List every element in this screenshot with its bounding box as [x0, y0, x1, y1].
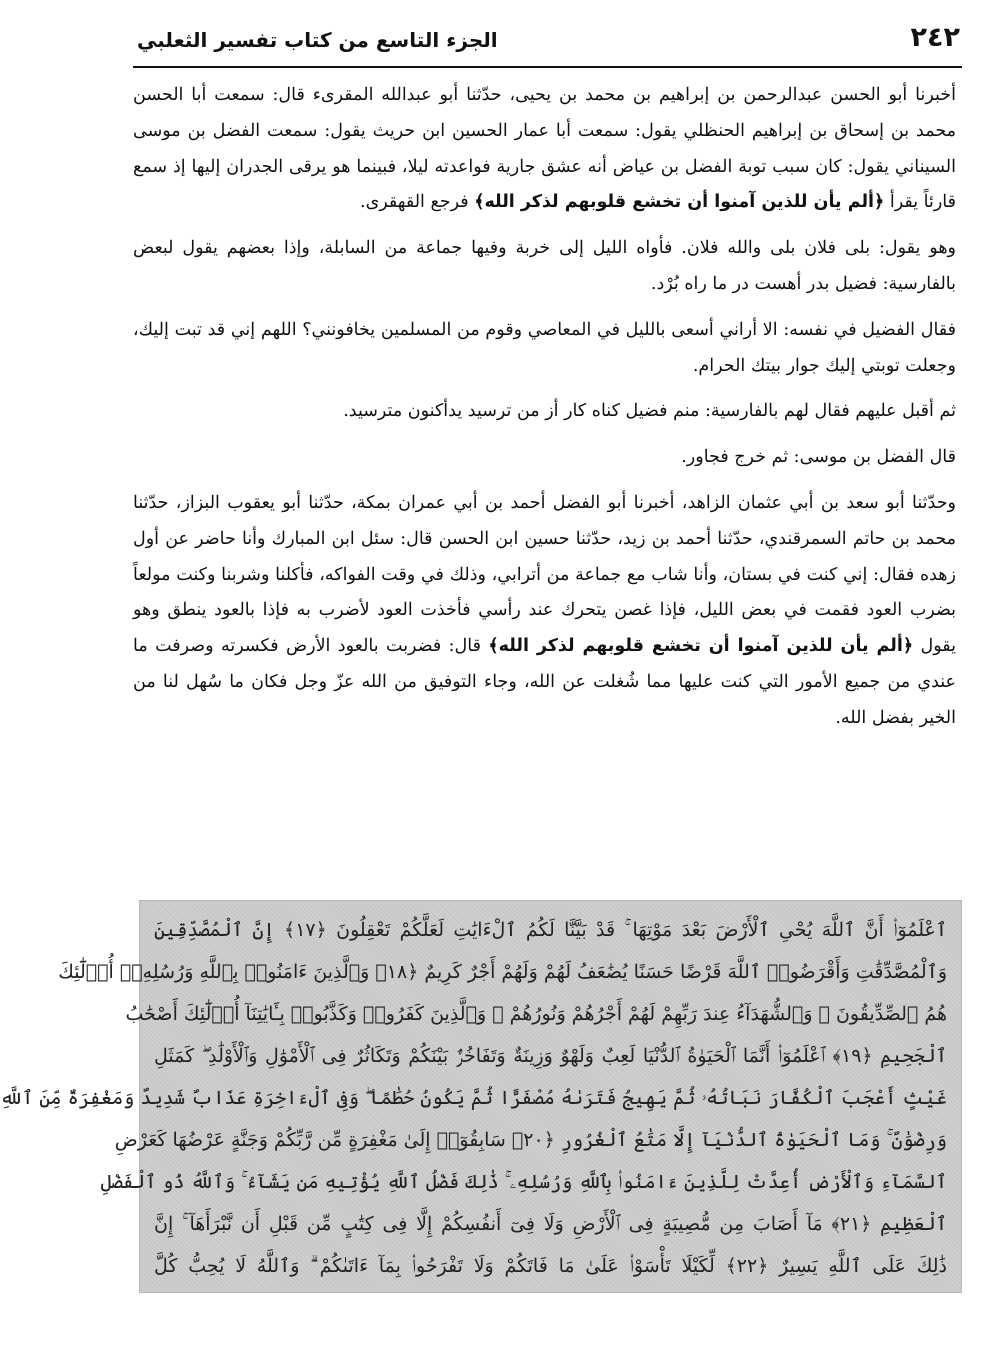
- paragraph-text: فرجع القهقرى.: [360, 192, 475, 213]
- paragraph: [133, 440, 956, 476]
- paragraph-text: قال الفضل بن موسى: ثم خرج فجاور.: [681, 447, 956, 468]
- paragraph-text: وحدّثنا أبو سعد بن أبي عثمان الزاهد، أخبرنا أبو الفضل أحمد بن أبي عمران بمكة، حدّثنا أبو يعقوب البزاز، حدّثنا محمد بن حاتم السمرقندي، حدّثنا أحمد بن زيد، حدّثنا حسين ابن الحسن قال: سئل ابن المبارك وأنا حاضر عن أول زهده فقال: إني كنت في بستان، وأنا شاب مع جماعة من أترابي، وذلك في وقت الفواكه، فأكلنا وشربنا وكنت مولعاً بضرب العود فقمت في بعض الليل، فإذا غصن يتحرك عند رأسي فأخذت العود لأضرب به فإذا بالعود ينطق وهو يقول: [133, 492, 956, 657]
- quran-line: ٱلسَّمَآءِ وَٱلْأَرْضِ أُعِدَّتْ لِلَّذِينَ ءَامَنُوا۟ بِٱللَّهِ وَرُسُلِهِۦ ۚ ذَٰلِكَ فَضْلُ ٱللَّهِ يُؤْتِيهِ مَن يَشَآءُ ۚ وَٱللَّهُ ذُو ٱلْفَضْلِ: [100, 1171, 947, 1193]
- quran-line: وَرِضْوَٰنٌ ۚ وَمَا ٱلْحَيَوٰةُ ٱلدُّنْيَآ إِلَّا مَتَٰعُ ٱلْغُرُورِ ﴿٢٠﴾ سَابِقُوٓا۟ إِلَىٰ مَغْفِرَةٍ مِّن رَّبِّكُمْ وَجَنَّةٍ عَرْضُهَا كَعَرْضِ: [114, 1129, 947, 1151]
- paragraph: [133, 394, 956, 430]
- quran-line: ذَٰلِكَ عَلَى ٱللَّهِ يَسِيرٌ ﴿٢٢﴾ لِّكَيْلَا تَأْسَوْا۟ عَلَىٰ مَا فَاتَكُمْ وَلَا تَفْرَحُوا۟ بِمَآ ءَاتَىٰكُمْ ۗ وَٱللَّهُ لَا يُحِبُّ كُلَّ: [154, 1255, 948, 1277]
- paragraph-text: فقال الفضيل في نفسه: الا أراني أسعى بالليل في المعاصي وقوم من المسلمين يخافونني؟ اللهم إني قد تبت إليك، وجعلت توبتي إليك جوار بيتك الحرام.: [133, 319, 956, 376]
- quran-line: وَٱلْمُصَّدِّقَٰتِ وَأَقْرَضُوا۟ ٱللَّهَ قَرْضًا حَسَنًا يُضَٰعَفُ لَهُمْ وَلَهُمْ أَجْرٌ كَرِيمٌ ﴿١٨﴾ وَٱلَّذِينَ ءَامَنُوا۟ بِٱللَّهِ وَرُسُلِهِۦٓ أُو۟لَٰٓئِكَ: [58, 961, 947, 983]
- quran-text-box: [0, 900, 962, 1293]
- paragraph: [133, 78, 956, 221]
- quran-line: غَيْثٍ أَعْجَبَ ٱلْكُفَّارَ نَبَاتُهُۥ ثُمَّ يَهِيجُ فَتَرَىٰهُ مُصْفَرًّا ثُمَّ يَكُونُ حُطَٰمًا ۖ وَفِى ٱلْءَاخِرَةِ عَذَابٌ شَدِيدٌ وَمَغْفِرَةٌ مِّنَ ٱللَّهِ: [0, 1087, 947, 1109]
- quran-line: ٱلْجَحِيمِ ﴿١٩﴾ ٱعْلَمُوٓا۟ أَنَّمَا ٱلْحَيَوٰةُ ٱلدُّنْيَا لَعِبٌ وَلَهْوٌ وَزِينَةٌ وَتَفَاخُرٌۢ بَيْنَكُمْ وَتَكَاثُرٌ فِى ٱلْأَمْوَٰلِ وَٱلْأَوْلَٰدِ ۖ كَمَثَلِ: [154, 1045, 947, 1067]
- paragraph-text: قال: فضربت بالعود الأرض فكسرته وصرفت ما عندي من جميع الأمور التي كنت عليها مما شُغلت عن الله، وجاء التوفيق من الله عزّ وجل فكان ما سُهل لنا من الخير بفضل الله.: [133, 636, 956, 728]
- page-number: ٢٤٢: [910, 22, 960, 53]
- paragraph-text: ثم أقبل عليهم فقال لهم بالفارسية: منم فضيل كناه كار أز من ترسيد يدأكنون مترسيد.: [343, 401, 956, 422]
- quran-line: ٱعْلَمُوٓا۟ أَنَّ ٱللَّهَ يُحْىِ ٱلْأَرْضَ بَعْدَ مَوْتِهَا ۚ قَدْ بَيَّنَّا لَكُمُ ٱلْءَايَٰتِ لَعَلَّكُمْ تَعْقِلُونَ ﴿١٧﴾ إِنَّ ٱلْمُصَّدِّقِينَ: [154, 919, 948, 941]
- paragraph: [133, 231, 956, 303]
- quran-quote: ﴿ألم يأن للذين آمنوا أن تخشع قلوبهم لذكر الله﴾: [488, 636, 914, 657]
- body-text: [133, 78, 956, 747]
- paragraph: [133, 313, 956, 385]
- page-header: [133, 20, 962, 68]
- paragraph-text: وهو يقول: بلى فلان بلى والله فلان. فأواه الليل إلى خربة وفيها جماعة من السابلة، وإذا بعضهم يقول لبعض بالفارسية: فضيل بدر أهست در ما راه بُرْد.: [133, 238, 957, 294]
- running-title: الجزء التاسع من كتاب تفسير الثعلبي: [137, 28, 498, 52]
- paragraph-text: أخبرنا أبو الحسن عبدالرحمن بن إبراهيم بن محمد بن يحيى، حدّثنا أبو عبدالله المقرىء قال: سمعت أبا الحسن محمد بن إسحاق بن إبراهيم الحنظلي يقول: سمعت أبا عمار الحسين ابن حريث يقول: سمعت الفضل بن موسى السيناني يقول: كان سبب توبة الفضل بن عياض أنه عشق جارية فواعدته ليلا، فبينما هو يرقى الجدران إليها إذ سمع قارئاً يقرأ: [133, 85, 956, 213]
- quran-line: ٱلْعَظِيمِ ﴿٢١﴾ مَآ أَصَابَ مِن مُّصِيبَةٍ فِى ٱلْأَرْضِ وَلَا فِىٓ أَنفُسِكُمْ إِلَّا فِى كِتَٰبٍ مِّن قَبْلِ أَن نَّبْرَأَهَآ ۚ إِنَّ: [154, 1213, 947, 1235]
- paragraph: [133, 486, 956, 737]
- quran-quote: ﴿ألم يأن للذين آمنوا أن تخشع قلوبهم لذكر الله﴾: [474, 192, 885, 213]
- quran-line: هُمُ ٱلصِّدِّيقُونَ ۖ وَٱلشُّهَدَآءُ عِندَ رَبِّهِمْ لَهُمْ أَجْرُهُمْ وَنُورُهُمْ ۖ وَٱلَّذِينَ كَفَرُوا۟ وَكَذَّبُوا۟ بِـَٔايَٰتِنَآ أُو۟لَٰٓئِكَ أَصْحَٰبُ: [125, 1003, 947, 1025]
